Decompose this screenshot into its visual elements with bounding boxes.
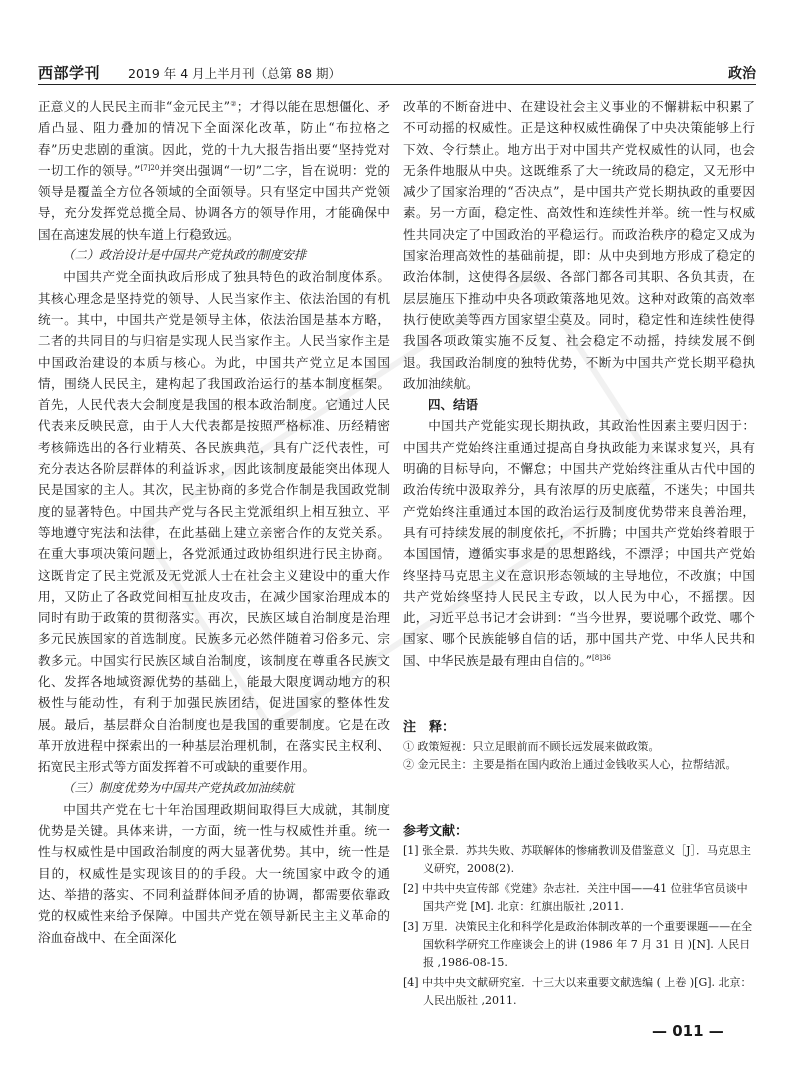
references-title: 参考文献： (403, 824, 469, 839)
paragraph: 改革的不断奋进中、在建设社会主义事业的不懈耕耘中积累了不可动摇的权威性。正是这种权威性确保了中央决策能够上行下效、令行禁止。地方出于对中国共产党权威性的认同，也会无条件地服从中央。这既维系了大一统政局的稳定，又无形中减少了国家治理的“否决点”，是中国共产党长期执政的重要因素。另一方面，稳定性、高效性和连续性并举。统一性与权威性共同决定了中国政治的平稳运行。而政治秩序的稳定又成为国家治理高效性的基础前提，即：从中央到地方形成了稳定的政治体制，这使得各层级、各部门都各司其职、各负其责，在层层施压下推动中央各项政策落地见效。这种对政策的高效率执行使欧美等西方国家望尘莫及。同时，稳定性和连续性使得我国各项政策实施不反复、社会稳定不动摇，持续发展不倒退。我国政治制度的独特优势，不断为中国共产党长期平稳执政加油续航。 (403, 99, 755, 391)
section-heading: 四、结语 (428, 397, 479, 413)
note-item: ① 政策短视：只立足眼前而不顾长远发展来做政策。 (403, 740, 660, 753)
notes-list (403, 738, 755, 774)
paragraph: 中国共产党能实现长期执政，其政治性因素主要归因于：中国共产党始终注重通过提高自身执政能力来谋求复兴，具有明确的目标导向，不懈怠；中国共产党始终注重从古代中国的政治传统中汲取养分，具有浓厚的历史底蕴，不迷失；中国共产党始终注重通过本国的政治运行及制度优势带来良善治理，具有可持续发展的制度依托，不折腾；中国共产党始终着眼于本国国情，遵循实事求是的思想路线，不漂浮；中国共产党始终坚持马克思主义在意识形态领域的主导地位，不改旗；中国共产党始终坚持人民民主专政，以人民为中心，不摇摆。因此，习近平总书记才会讲到：“当今世界，要说哪个政党、哪个国家、哪个民族能够自信的话，那中国共产党、中华人民共和国、中华民族是最有理由自信的。”$^{[8]36}$ (403, 418, 755, 668)
left-column (38, 96, 390, 948)
reference-item: [4] 中共中央文献研究室．十三大以来重要文献选编 ( 上卷 )[G]. 北京：人民出版社 ,2011. (403, 976, 752, 1007)
issue-info: 2019 年 4 月上半月刊（总第 88 期） (128, 66, 342, 81)
subheading: （二）政治设计是中国共产党执政的制度安排 (62, 248, 307, 263)
paragraph: 中国共产党全面执政后形成了独具特色的政治制度体系。其核心理念是坚持党的领导、人民当家作主、依法治国的有机统一。其中，中国共产党是领导主体，依法治国是基本方略，二者的共同目的与归宿是实现人民当家作主。人民当家作主是中国政治建设的本质与核心。为此，中国共产党立足本国国情，围绕人民民主，建构起了我国政治运行的基本制度框架。首先，人民代表大会制度是我国的根本政治制度。它通过人民代表来反映民意，由于人大代表都是按照严格标准、历经精密考核筛选出的各行业精英、各民族典范，具有广泛代表性，可充分表达各阶层群体的利益诉求，因此该制度最能突出体现人民是国家的主人。其次，民主协商的多党合作制是我国政党制度的显著特色。中国共产党与各民主党派组织上相互独立、平等地遵守宪法和法律，在此基础上建立亲密合作的友党关系。在重大事项决策问题上，各党派通过政协组织进行民主协商。这既肯定了民主党派及无党派人士在社会主义建设中的重大作用，又防止了各政党间相互扯皮攻击，在减少国家治理成本的同时有助于政策的贯彻落实。再次，民族区域自治制度是治理多元民族国家的首选制度。民族多元必然伴随着习俗多元、宗教多元。中国实行民族区域自治制度，该制度在尊重各民族文化、发挥各地域资源优势的基础上，能最大限度调动地方的积极性与能动性，有利于加强民族团结，促进国家的整体性发展。最后，基层群众自治制度也是我国的重要制度。它是在改革开放进程中探索出的一种基层治理机制，在落实民主权利、拓宽民主形式等方面发挥着不可或缺的重要作用。 (38, 269, 390, 775)
references-list (403, 842, 755, 1012)
section-name: 政治 (728, 66, 756, 82)
page-number: — 011 — (652, 1022, 724, 1040)
page-header (38, 62, 756, 85)
reference-item: [1] 张全景．苏共失败、苏联解体的惨痛教训及借鉴意义［J］．马克思主义研究，2008(2). (403, 844, 751, 875)
right-column (403, 96, 755, 671)
reference-item: [3] 万里．决策民主化和科学化是政治体制改革的一个重要课题——在全国软科学研究工作座谈会上的讲 (1986 年 7 月 31 日 )[N]. 人民日报 ,1986-08-15. (403, 920, 753, 969)
paragraph: 中国共产党在七十年治国理政期间取得巨大成就，其制度优势是关键。具体来讲，一方面，统一性与权威性并重。统一性与权威性是中国政治制度的两大显著优势。其中，统一性是目的，权威性是实现该目的的手段。大一统国家中政令的通达、举措的落实、不同利益群体间矛盾的协调，都需要依靠政党的权威性来给予保障。中国共产党在领导新民主主义革命的浴血奋战中、在全面深化 (38, 801, 390, 945)
notes-title: 注 释： (403, 720, 456, 735)
paragraph: 正意义的人民民主而非“金元民主”②；才得以能在思想僵化、矛盾凸显、阻力叠加的情况下全面深化改革，防止“布拉格之春”历史悲剧的重演。因此，党的十九大报告指出要“坚持党对一切工作的领导。”$^{[7]20}$并突出强调“一切”二字，旨在说明：党的领导是覆盖全方位各领域的全面领导。只有坚定中国共产党领导，充分发挥党总揽全局、协调各方的领导作用，才能确保中国在高速发展的快车道上行稳致远。 (38, 99, 390, 242)
journal-name: 西部学刊 (38, 64, 101, 82)
reference-item: [2] 中共中央宣传部《党建》杂志社．关注中国——41 位驻华官员谈中国共产党 [M]. 北京：红旗出版社 ,2011. (403, 882, 748, 913)
subheading: （三）制度优势为中国共产党执政加油续航 (62, 780, 294, 795)
note-item: ② 金元民主：主要是指在国内政治上通过金钱收买人心，拉帮结派。 (403, 758, 737, 771)
